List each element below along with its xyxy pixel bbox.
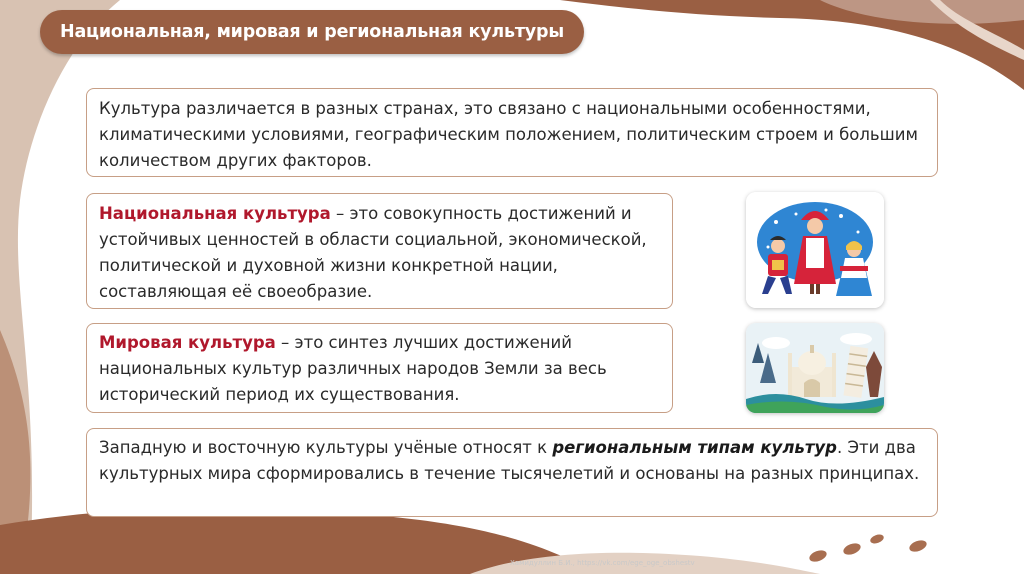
- national-culture-card: [86, 193, 673, 309]
- slide-title: [40, 10, 584, 54]
- regional-culture-card: [86, 428, 938, 517]
- regional-text-after: . Эти два культурных мира сформировались в течение тысячелетий и основаны на разных принципах.: [99, 438, 920, 483]
- intro-card: [86, 88, 938, 177]
- world-culture-term: Мировая культура: [99, 333, 276, 352]
- oval-icon: [808, 548, 828, 564]
- regional-emphasis: региональным типам культур: [552, 438, 837, 457]
- world-landmarks-illustration: [746, 323, 884, 413]
- national-culture-term: Национальная культура: [99, 204, 331, 223]
- folk-costume-illustration: [746, 192, 884, 308]
- author-credit: Хамидуллин Б.И., https://vk.com/ege_oge_obshestv: [510, 559, 695, 567]
- intro-text: Культура различается в разных странах, это связано с национальными особенностями, климатическими условиями, географическим положением, политическим строем и большим количеством других факторов.: [99, 99, 918, 170]
- world-culture-definition: – это синтез лучших достижений национальных культур различных народов Земли за весь исторический период их существования.: [99, 333, 607, 404]
- regional-text-before: Западную и восточную культуры учёные относят к: [99, 438, 553, 457]
- slide-title-text: Национальная, мировая и региональная культуры: [60, 22, 564, 42]
- world-culture-card: [86, 323, 673, 413]
- oval-icon: [869, 533, 885, 545]
- oval-icon: [842, 541, 862, 557]
- national-culture-definition: – это совокупность достижений и устойчивых ценностей в области социальной, экономической, политической и духовной жизни конкретной нации, составляющая её своеобразие.: [99, 204, 647, 301]
- oval-icon: [908, 538, 928, 554]
